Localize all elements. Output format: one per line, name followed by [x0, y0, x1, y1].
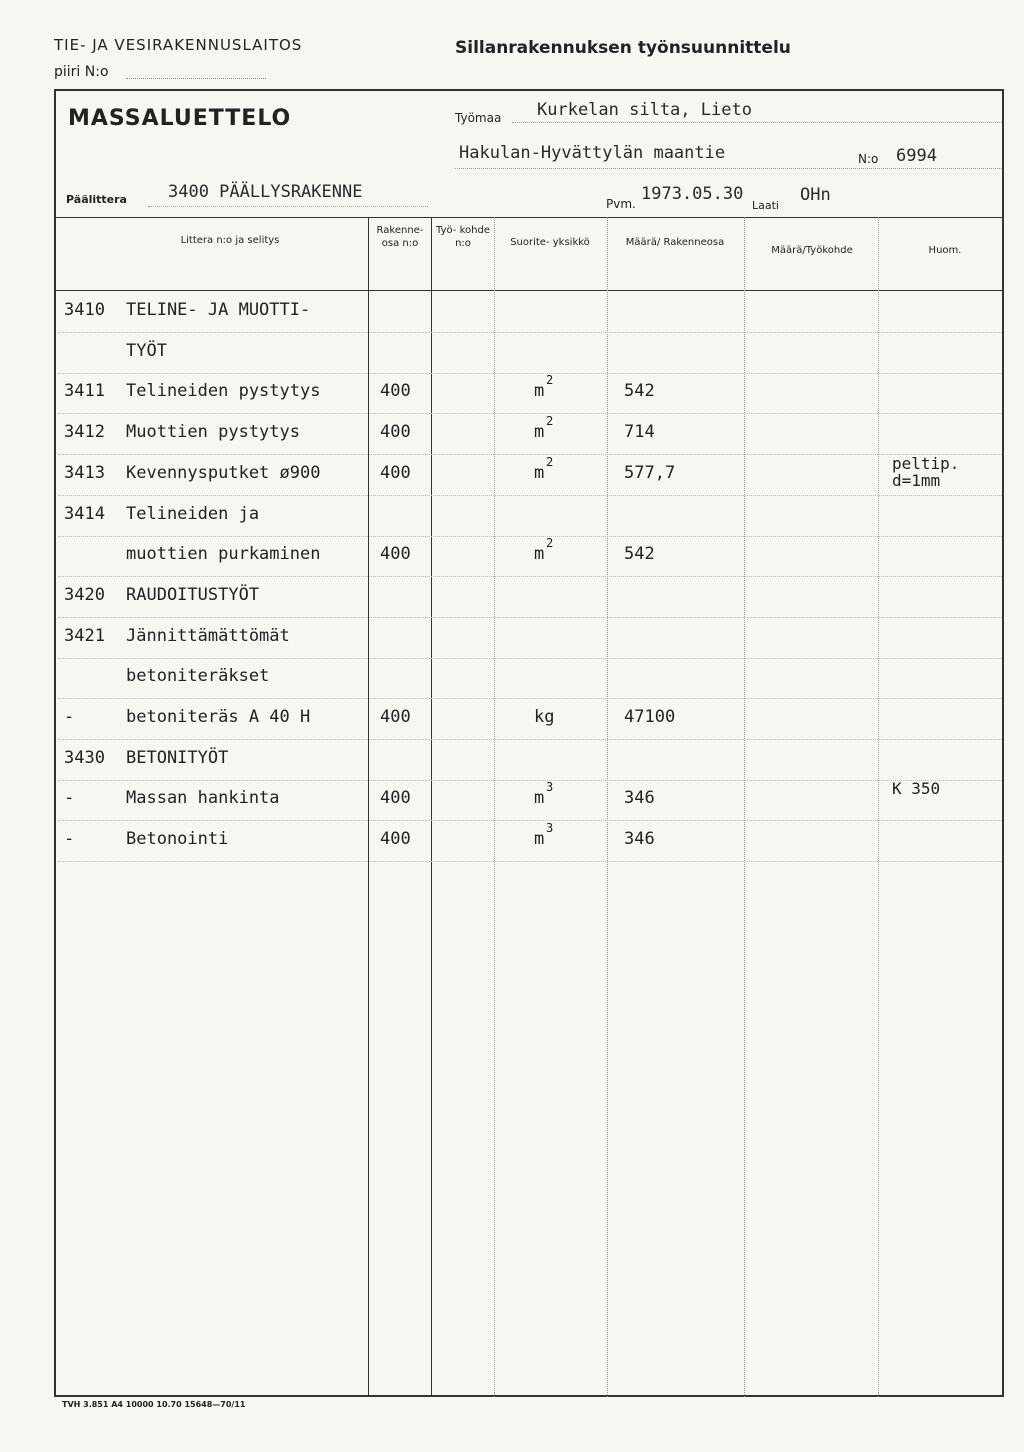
- row-unit: kg: [534, 707, 555, 727]
- col-header-suoriteyksikko: Suorite- yksikkö: [510, 237, 590, 248]
- tyomaa-value: Kurkelan silta, Lieto: [537, 100, 752, 120]
- piiri-field-line: [126, 78, 266, 79]
- row-text: Telineiden pystytys: [126, 381, 321, 402]
- row-unit: m: [534, 829, 545, 850]
- row-rakenneosa: 400: [380, 544, 411, 565]
- row-unit-exponent-wrap: [546, 455, 553, 478]
- piiri-label: piiri N:o: [54, 64, 109, 80]
- number-label: N:o: [858, 152, 879, 166]
- form-footer: TVH 3.851 A4 10000 10.70 15648—70/11: [62, 1400, 246, 1409]
- row-text: betoniteräkset: [126, 666, 270, 687]
- row-unit: m: [534, 381, 545, 402]
- row-quantity: 346: [624, 788, 655, 809]
- paalittera-line: [148, 206, 428, 207]
- row-code: 3421: [64, 625, 105, 646]
- col-header-rakenneosa: Rakenne- osa n:o: [376, 225, 424, 249]
- row-unit: m: [534, 462, 545, 483]
- row-code: 3414: [64, 503, 105, 524]
- col-header-tyokohde: Työ- kohde n:o: [436, 225, 490, 249]
- row-code: 3411: [64, 381, 105, 402]
- row-quantity: 577,7: [624, 462, 676, 483]
- row-unit: m: [534, 544, 545, 565]
- table-row: [58, 496, 1002, 537]
- table-row: [58, 740, 1002, 781]
- row-code: 3420: [64, 584, 105, 605]
- table-row: [58, 373, 1002, 414]
- row-code: -: [64, 788, 75, 809]
- form-title: MASSALUETTELO: [68, 106, 292, 131]
- row-code: -: [64, 707, 75, 727]
- table-row: [58, 455, 1002, 496]
- table-row: [58, 699, 1002, 740]
- row-unit-exponent: 3: [546, 780, 554, 795]
- row-rakenneosa: 400: [380, 381, 411, 402]
- row-code: 3410: [64, 300, 105, 320]
- table-row: [58, 292, 1002, 333]
- paalittera-value: 3400 PÄÄLLYSRAKENNE: [168, 182, 363, 202]
- table-row: [58, 780, 1002, 821]
- number-value: 6994: [896, 146, 937, 166]
- row-text: Betonointi: [126, 829, 229, 850]
- pvm-value: 1973.05.30: [641, 184, 744, 204]
- row-unit-exponent-wrap: [546, 780, 553, 803]
- organization-name: TIE- JA VESIRAKENNUSLAITOS: [54, 36, 303, 54]
- laati-label: Laati: [752, 199, 779, 212]
- row-unit-exponent: 2: [546, 536, 554, 551]
- tyomaa-line: [512, 122, 1002, 123]
- road-value: Hakulan-Hyvättylän maantie: [459, 143, 726, 163]
- row-quantity: 47100: [624, 707, 676, 727]
- header-separator: [56, 217, 1002, 218]
- row-text: Muottien pystytys: [126, 422, 300, 443]
- row-text: RAUDOITUSTYÖT: [126, 584, 260, 605]
- row-quantity: 542: [624, 381, 655, 402]
- row-code: 3430: [64, 747, 105, 768]
- laati-value: OHn: [800, 185, 831, 205]
- form-subtitle: Sillanrakennuksen työnsuunnittelu: [455, 38, 791, 58]
- row-code: 3413: [64, 462, 105, 483]
- row-text: Jännittämättömät: [126, 625, 290, 646]
- table-row: [58, 658, 1002, 699]
- table-row: [58, 536, 1002, 577]
- table-row: [58, 577, 1002, 618]
- row-unit-exponent-wrap: [546, 536, 553, 559]
- row-rakenneosa: 400: [380, 829, 411, 850]
- row-unit-exponent-wrap: [546, 821, 553, 844]
- row-text: TYÖT: [126, 340, 167, 361]
- row-text: Massan hankinta: [126, 788, 280, 809]
- row-unit-exponent-wrap: [546, 373, 553, 396]
- row-text: Kevennysputket ø900: [126, 462, 321, 483]
- row-text: TELINE- JA MUOTTI-: [126, 300, 311, 320]
- row-text: muottien purkaminen: [126, 544, 321, 565]
- row-quantity: 542: [624, 544, 655, 565]
- row-quantity: 346: [624, 829, 655, 850]
- row-rakenneosa: 400: [380, 707, 411, 727]
- col-header-maara-rakenneosa: Määrä/ Rakenneosa: [625, 237, 725, 248]
- col-header-huom: Huom.: [928, 245, 962, 256]
- column-header-bottom: [56, 290, 1002, 291]
- row-quantity: 714: [624, 422, 655, 443]
- row-note: K 350: [892, 779, 941, 799]
- row-unit: m: [534, 422, 545, 443]
- col-header-littera: Littera n:o ja selitys: [180, 235, 280, 246]
- row-unit-exponent: 2: [546, 454, 554, 469]
- table-row: [58, 333, 1002, 374]
- row-unit: m: [534, 788, 545, 809]
- table-row: [58, 821, 1002, 862]
- road-line: [455, 168, 1002, 169]
- row-unit-exponent: 2: [546, 373, 554, 388]
- col-header-maara-tyokohde: Määrä/Työkohde: [771, 245, 853, 256]
- row-code: 3412: [64, 422, 105, 443]
- row-rakenneosa: 400: [380, 462, 411, 483]
- row-rakenneosa: 400: [380, 788, 411, 809]
- pvm-label: Pvm.: [606, 197, 636, 211]
- row-note: peltip. d=1mm: [892, 453, 960, 490]
- paalittera-label: Päälittera: [66, 193, 127, 206]
- row-code: -: [64, 829, 75, 850]
- row-unit-exponent-wrap: [546, 414, 553, 437]
- table-row: [58, 618, 1002, 659]
- tyomaa-label: Työmaa: [455, 111, 502, 125]
- row-unit-exponent: 2: [546, 414, 554, 429]
- row-rakenneosa: 400: [380, 422, 411, 443]
- row-text: BETONITYÖT: [126, 747, 229, 768]
- row-text: betoniteräs A 40 H: [126, 707, 311, 727]
- row-text: Telineiden ja: [126, 503, 260, 524]
- table-row: [58, 414, 1002, 455]
- row-unit-exponent: 3: [546, 821, 554, 836]
